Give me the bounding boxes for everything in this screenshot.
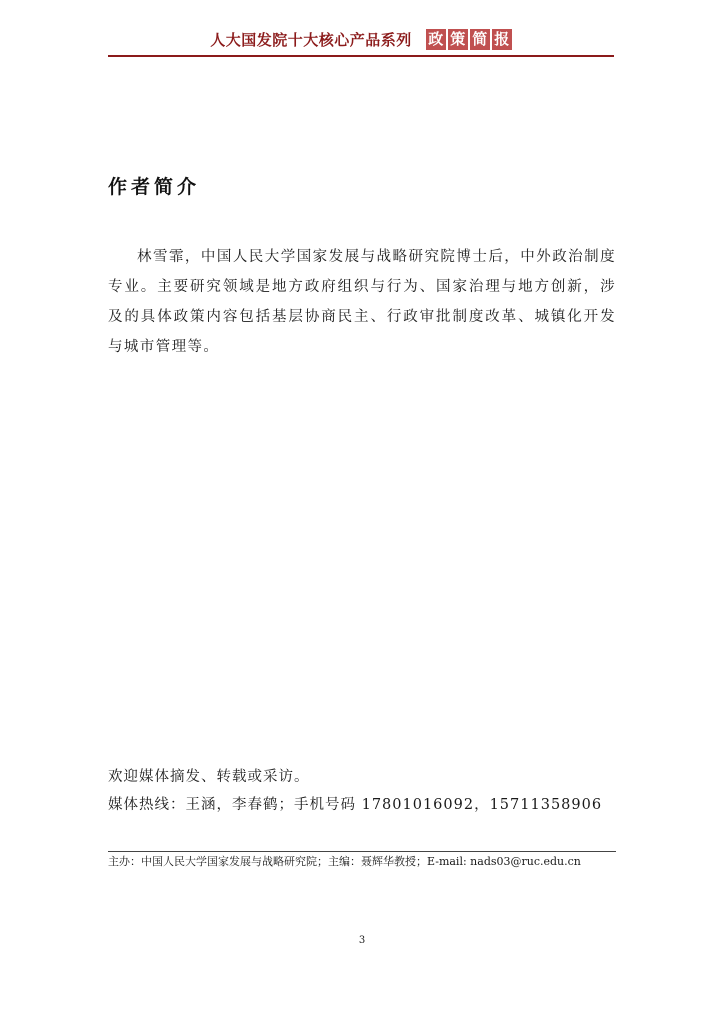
badge-char: 简 — [470, 29, 490, 50]
badge-char: 报 — [492, 29, 512, 50]
page-header — [108, 22, 614, 56]
header-divider — [108, 55, 614, 57]
policy-brief-badge — [426, 29, 512, 50]
media-hotline-line: 媒体热线：王涵，李春鹤；手机号码 17801016092，15711358906 — [108, 797, 603, 813]
series-title: 人大国发院十大核心产品系列 — [210, 30, 412, 49]
media-invitation-line: 欢迎媒体摘发、转载或采访。 — [108, 769, 310, 785]
section-title: 作者简介 — [108, 176, 201, 198]
page-number: 3 — [358, 935, 366, 946]
footer-divider — [108, 851, 616, 852]
footer-publisher-info: 主办：中国人民大学国家发展与战略研究院；主编：聂辉华教授；E-mail: nads03@ruc.edu.cn — [108, 855, 581, 868]
author-bio-paragraph: 林雪霏，中国人民大学国家发展与战略研究院博士后，中外政治制度专业。主要研究领域是地方政府组织与行为、国家治理与地方创新，涉及的具体政策内容包括基层协商民主、行政审批制度改革、城镇化开发与城市管理等。 — [108, 249, 616, 355]
media-contact-block — [108, 763, 618, 819]
badge-char: 政 — [426, 29, 446, 50]
badge-char: 策 — [448, 29, 468, 50]
